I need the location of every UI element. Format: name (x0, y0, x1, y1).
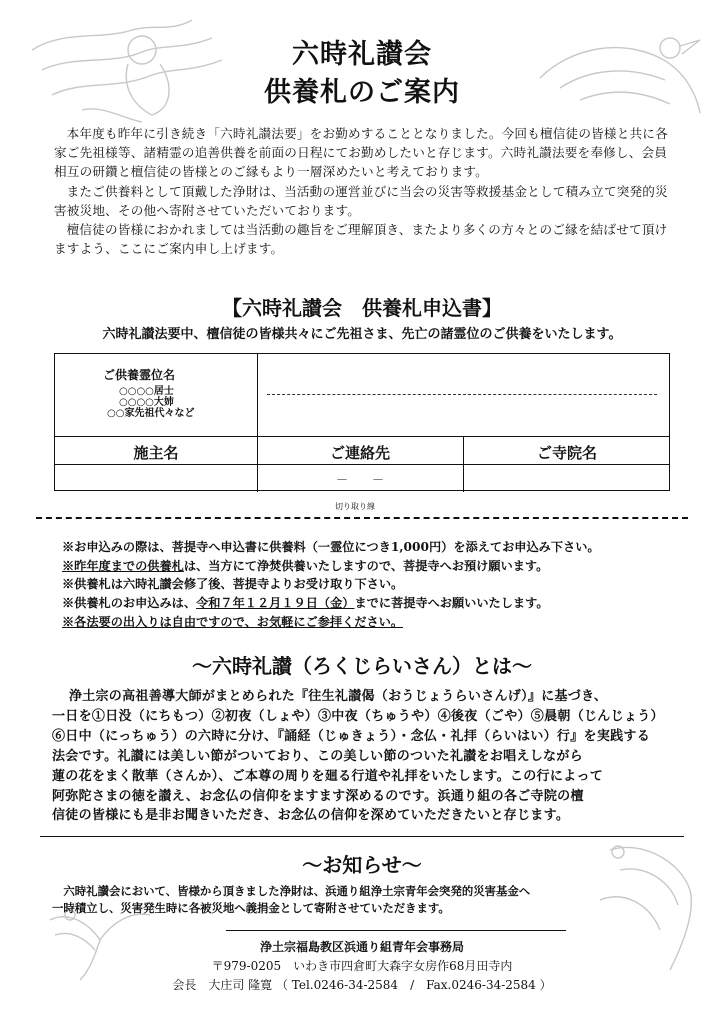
form-title: 【六時礼讃会 供養札申込書】 (222, 296, 502, 320)
notice-line: 六時礼讃会において、皆様から頂きました浄財は、浜通り組浄土宗青年会突発的災害基金へ (63, 884, 531, 898)
cut-line (36, 517, 688, 519)
reii-example: ○○○○大姉 (119, 397, 174, 408)
rokuji-body (52, 687, 678, 826)
rokuji-line: 法会です。礼讃には美しい節がついており、この美しい節のついた礼讃をお唱えしながら (52, 748, 583, 764)
page-subtitle: 供養札のご案内 (264, 77, 460, 108)
intro-paragraph: 本年度も昨年に引き続き「六時礼讃法要」をお勤めすることとなりました。今回も檀信徒の皆様と共に各家ご先祖様等、諸精霊の追善供養を前面の日程にてお勤めしたいと存じます。六時礼讃法要を奉修し、会員相互の研鑽と檀信徒の皆様とのご縁もより一層深めたいと考えております。 (54, 126, 668, 180)
intro-paragraph: またご供養料として頂戴した浄財は、当活動の運営並びに当会の災害等救援基金として積み立て突発的災害被災地、その他へ寄附させていただいております。 (54, 183, 668, 218)
footer-divider (226, 930, 566, 931)
rokuji-line: 浄土宗の高祖善導大師がまとめられた『往生礼讃偈（おうじょうらいさんげ）』に基づき、 (68, 689, 608, 704)
note-item: ※各法要の出入りは自由ですので、お気軽にご参拝ください。 (62, 614, 404, 629)
rokuji-line: 一日を①日没（にちもつ）②初夜（しょや）③中夜（ちゅうや）④後夜（ごや）⑤晨朝（じんじょう） (52, 708, 664, 724)
footer-org: 浄土宗福島教区浜通り組青年会事務局 (259, 940, 464, 954)
divider (40, 836, 684, 837)
notice-line: 一時積立し、災害発生時に各被災地へ義捐金として寄附させていただきます。 (52, 901, 450, 915)
note-item: ※お申込みの際は、菩提寺へ申込書に供養料（一霊位につき1,000円）を添えてお申込み下さい。 (62, 540, 600, 554)
footer-address: 〒979-0205 いわき市四倉町大森字女房作68月田寺内 (211, 959, 513, 973)
phone-placeholder: － － (335, 473, 384, 487)
note-item: ※供養札は六時礼讃会修了後、菩提寺よりお受け取り下さい。 (62, 577, 404, 592)
header-temple: ご寺院名 (536, 444, 597, 462)
footer-contact: 会長 大庄司 隆寛 （ Tel.0246-34-2584 / Fax.0246-34-2584 ） (172, 978, 552, 992)
reii-label: ご供養霊位名 (103, 368, 176, 382)
intro-paragraph: 檀信徒の皆様におかれましては当活動の趣旨をご理解頂き、またより多くの方々とのご縁を結ばせて頂けますよう、ここにご案内申し上げます。 (54, 222, 668, 257)
reii-example: ○○○○居士 (119, 386, 174, 397)
notes-list (62, 538, 702, 632)
cut-line-label: 切り取り線 (335, 502, 375, 511)
bird-illustration-icon (530, 18, 710, 128)
intro-text (54, 124, 674, 258)
page-title: 六時礼讃会 (292, 39, 432, 70)
header-sesshu: 施主名 (133, 444, 179, 462)
header-contact: ご連絡先 (329, 444, 390, 462)
application-form (54, 353, 670, 491)
rokuji-line: 蓮の花をまく散華（さんか）、ご本尊の周りを廻る行道や礼拝をいたします。この行によって (52, 768, 604, 784)
note-item: ※昨年度までの供養札は、当方にて浄焚供養いたしますので、菩提寺へお預け願います。 (62, 558, 549, 573)
reii-example: ○○家先祖代々など (107, 408, 195, 419)
note-item: ※供養札のお申込みは、令和７年１２月１９日（金）までに菩提寺へお願いいたします。 (62, 596, 549, 611)
rokuji-line: ⑥日中（にっちゅう）の六時に分け、『誦経（じゅきょう）・念仏・礼拝（らいはい）行』を実践する (52, 728, 651, 744)
form-lead: 六時礼讃法要中、檀信徒の皆様共々にご先祖さま、先亡の諸霊位のご供養をいたします。 (102, 327, 622, 342)
rokuji-line: 阿弥陀さまの徳を讃え、お念仏の信仰をますます深めるのです。浜通り組の各ご寺院の檀 (52, 788, 584, 804)
notice-title: ～お知らせ～ (302, 853, 422, 877)
rokuji-line: 信徒の皆様にも是非お聞きいただき、お念仏の信仰を深めていただきたいと存じます。 (52, 808, 570, 824)
notice-body (52, 883, 682, 917)
rokuji-title: ～六時礼讃（ろくじらいさん）とは～ (192, 654, 532, 678)
